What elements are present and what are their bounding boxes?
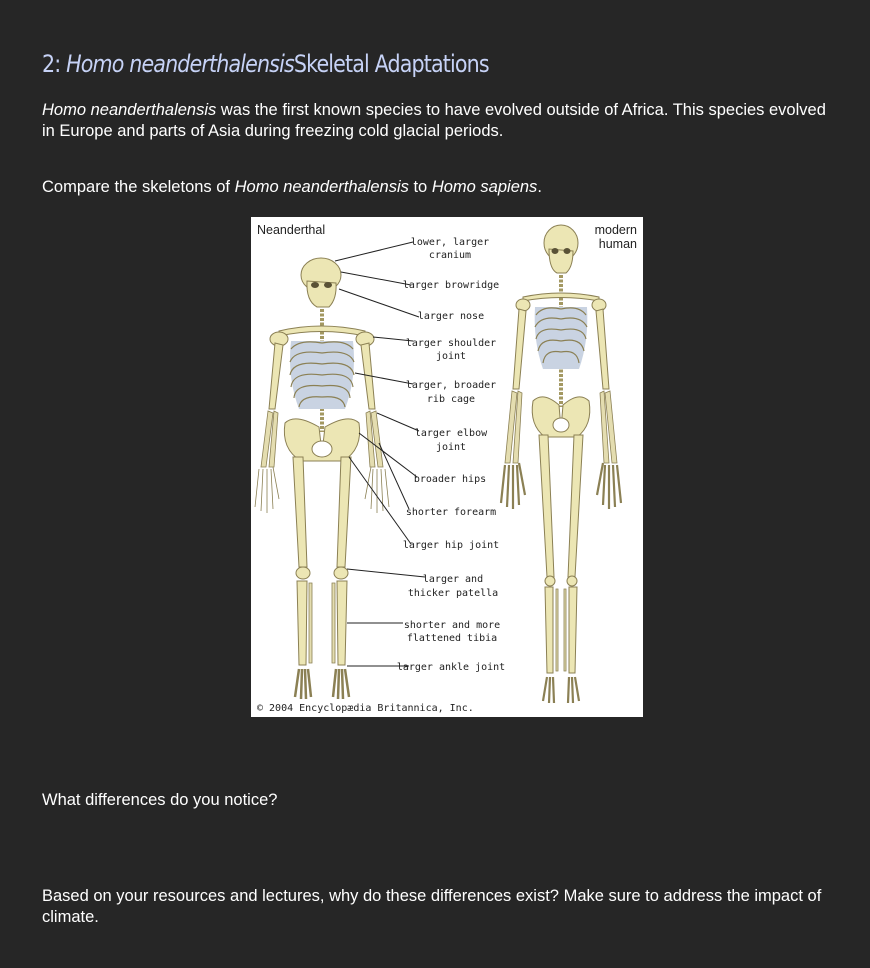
label-nose: larger nose (417, 311, 485, 322)
label-cranium-line2: cranium (428, 250, 472, 261)
heading-species: Homo neanderthalensis (66, 50, 294, 78)
feature-labels (397, 237, 505, 673)
label-ankle: larger ankle joint (396, 662, 506, 673)
modern-human-skeleton (501, 225, 621, 703)
label-forearm: shorter forearm (405, 507, 497, 518)
label-shoulder-line1: larger shoulder (405, 338, 497, 349)
label-hips: broader hips (413, 474, 487, 485)
label-shoulder-line2: joint (435, 351, 467, 362)
compare-prefix: Compare the skeletons of (42, 178, 235, 196)
label-elbow-line1: larger elbow (414, 428, 488, 439)
section-heading (42, 50, 489, 78)
label-ribcage-line1: larger, broader (405, 380, 497, 391)
label-hip-joint: larger hip joint (402, 540, 500, 551)
heading-number: 2: (42, 50, 61, 78)
label-patella-line2: thicker patella (407, 588, 499, 599)
heading-rest: Skeletal Adaptations (293, 50, 489, 78)
neanderthal-title: Neanderthal (257, 223, 326, 237)
modern-human-title-line1: modern (594, 223, 637, 237)
question-reasons: Based on your resources and lectures, why do these differences exist? Make sure to address the impact of climate. (42, 887, 822, 926)
intro-text: was the first known species to have evolved outside of Africa. This species evolved in Europe and parts of Asia during freezing cold glacial periods. (42, 101, 826, 140)
label-browridge: larger browridge (402, 280, 500, 291)
compare-middle: to (408, 178, 432, 196)
intro-species: Homo neanderthalensis (42, 101, 217, 119)
label-elbow-line2: joint (435, 442, 467, 453)
modern-human-title-line2: human (598, 237, 637, 251)
label-patella-line1: larger and (422, 574, 484, 585)
label-tibia-line2: flattened tibia (406, 633, 498, 644)
label-ribcage-line2: rib cage (426, 394, 476, 405)
intro-paragraph (42, 100, 832, 142)
question-differences: What differences do you notice? (42, 791, 278, 809)
label-tibia-line1: shorter and more (403, 620, 501, 631)
compare-instruction (42, 177, 542, 198)
skeleton-comparison-figure (251, 217, 643, 717)
compare-species-1: Homo neanderthalensis (234, 178, 409, 196)
figure-credit: © 2004 Encyclopædia Britannica, Inc. (257, 703, 474, 714)
label-cranium-line1: lower, larger (410, 237, 490, 248)
neanderthal-skeleton (255, 258, 389, 699)
compare-suffix: . (537, 178, 542, 196)
compare-species-2: Homo sapiens (431, 178, 538, 196)
